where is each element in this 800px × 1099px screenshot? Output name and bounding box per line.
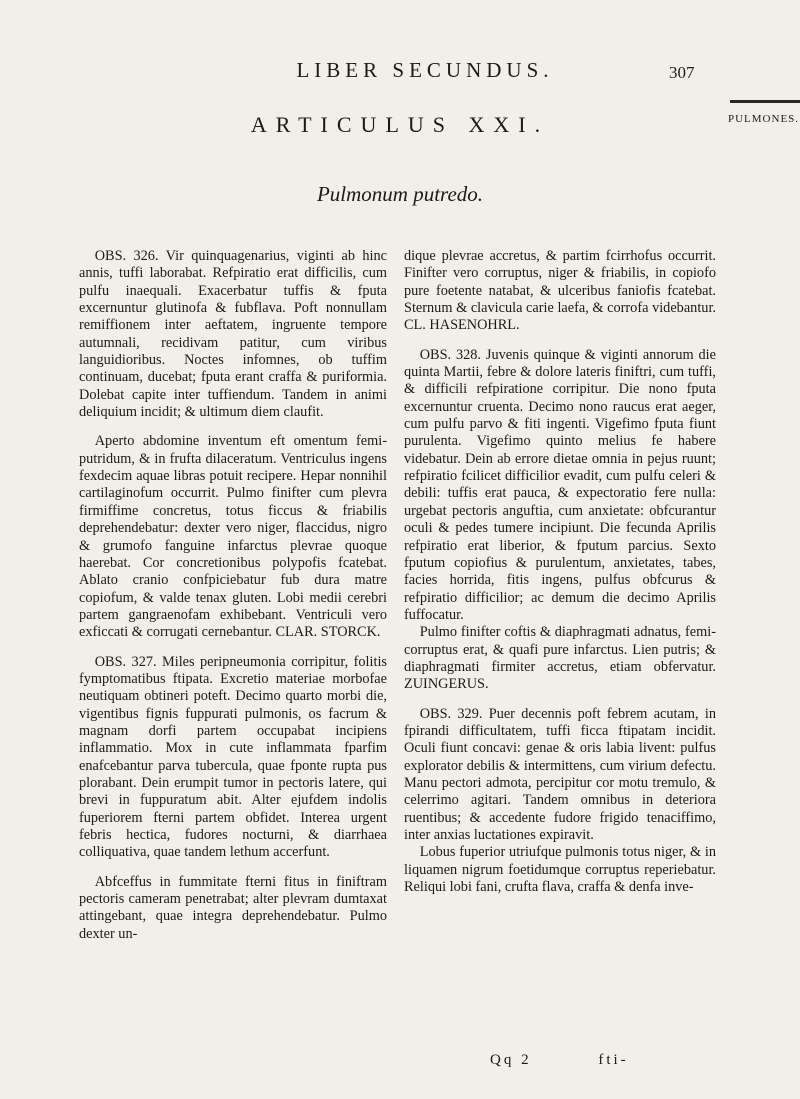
section-title: Pulmonum putredo.: [316, 182, 484, 206]
signature-text: Qq 2: [490, 1052, 532, 1068]
paragraph-obs-329: OBS. 329. Puer decennis poft febrem acutam, in fpirandi difficultatem, tuffi ficca ftipatam incidit. Oculi fiunt concavi: genae & oris labia livent: pulfus explorator debilis & intermittens, cum virium defectu. Manu pectori admota, percipitur cor motu tremulo, & celerrimo agitari. Tandem omnibus in deteriora ruentibus; & accedente fudore frigido tenaciffimo, inter anxias luctationes expiravit.: [404, 705, 716, 843]
paragraph-autopsy-329: Lobus fuperior utriufque pulmonis totus niger, & in liquamen nigrum foetidumque corruptus reperiebatur. Reliqui lobi fani, crufta flava, craffa & denfa inve-: [404, 844, 716, 896]
margin-note: PULMONES.: [728, 113, 800, 125]
top-rule: [730, 100, 800, 103]
paragraph-autopsy-328: Pulmo finifter coftis & diaphragmati adnatus, femi-corruptus erat, & quafi pure infarctus. Lien putris; & diaphragmati firmiter accretus, etiam obfervatur. ZUINGERUS.: [404, 624, 716, 693]
running-head: LIBER SECUNDUS.: [296, 58, 554, 82]
paragraph-autopsy-327-cont: dique plevrae accretus, & partim fcirrhofus occurrit. Finifter vero corruptus, niger & friabilis, in copiofo pure foetente natabat, & ulceribus faniofis fcatebat. Sternum & clavicula carie laefa, & corrofa videbantur. CL. HASENOHRL.: [404, 248, 716, 334]
paragraph-autopsy-326: Aperto abdomine inventum eft omentum femi-putridum, & in frufta dilaceratum. Ventriculus ingens fexdecim aquae libras potuit recipere. Hepar nonnihil cartilaginofum occurrit. Pulmo finifter cum plevra firmiffime concretus, totus ficcus & friabilis deprehendebatur: dexter vero niger, flaccidus, nigro & grumofo fanguine infarctus plevrae quoque haerebat. Cor concretionibus polypofis fcatebat. Ablato cranio confpiciebatur fub dura matre copiofum, & valde tenax gluten. Lobi medii cerebri partem gangraenofam exhibebant. Ventriculi vero exficcati & corrugati cernebantur. CLAR. STORCK.: [79, 433, 387, 641]
catchword: fti-: [598, 1052, 629, 1068]
page-number: 307: [669, 63, 695, 82]
signature-mark: [490, 1052, 629, 1069]
left-column: [79, 248, 387, 943]
article-heading: ARTICULUS XXI.: [250, 112, 550, 137]
paragraph-obs-327: OBS. 327. Miles peripneumonia corripitur, folitis fymptomatibus ftipata. Excretio materiae morbofae neutiquam obtineri poteft. Decimo quarto morbi die, vigentibus fignis fuppurati pulmonis, os facrum & magnam dorfi partem occupabat incipiens inflammatio. Mox in cute inflammata fparfim enafcebantur parva tubercula, quae fponte rupta pus plorabant. Dein erumpit tumor in pectoris latere, qui brevi in fuppuratum abit. Alter ejufdem indolis fuperiorem fterni partem obfidet. Interea urgent febris hectica, fudores nocturni, & diarrhaea colliquativa, quae tandem lethum accerfunt.: [79, 653, 387, 861]
right-column: [404, 248, 716, 896]
paragraph-obs-328: OBS. 328. Juvenis quinque & viginti annorum die quinta Martii, febre & dolore lateris finiftri, cum tuffi, & difficili refpiratione corripitur. Die nono fputa excernuntur cruenta. Decimo nono raucus erat aeger, cum pulfu parvo & fiti ingenti. Vigefimo fputa fiunt purulenta. Vigefimo quinto melius fe habere videbatur. Dein ab errore dietae omnia in pejus ruunt; refpiratio fcilicet difficilior evadit, cum pulfu celeri & debili: tuffis erat pauca, & expectoratio fere nulla: urgebat pectoris anguftia, cum anxietate: obfcurantur oculi & pedes tumere incipiunt. Die fecunda Aprilis refpiratio erat liberior, & fputum parcius. Sexto fputum copiofius & purulentum, anxietates, tabes, facies horrida, fitis ingens, pulfus obfcurus & refpiratio difficilior; ac demum die decimo Aprilis fuffocatur.: [404, 346, 716, 623]
paragraph-obs-326: OBS. 326. Vir quinquagenarius, viginti ab hinc annis, tuffi laborabat. Refpiratio erat difficilis, cum pulfu inaequali. Exacerbatur tuffis & fputa excernuntur glutinofa & fubflava. Poft nonnullam remiffionem inter aeftatem, ingruente tempore autumnali, recidivam patitur, cum viribus languidioribus. Noctes infomnes, ob tuffim continuam, ducebat; fputa erant craffa & puriformia. Dolebat capite inter tuffiendum. Tandem in animi deliquium incidit; & ultimum diem claufit.: [79, 248, 387, 421]
paragraph-autopsy-327: Abfceffus in fummitate fterni fitus in finiftram pectoris cameram penetrabat; alter plevram dumtaxat attingebant, quae integra deprehendebatur. Pulmo dexter un-: [79, 873, 387, 942]
